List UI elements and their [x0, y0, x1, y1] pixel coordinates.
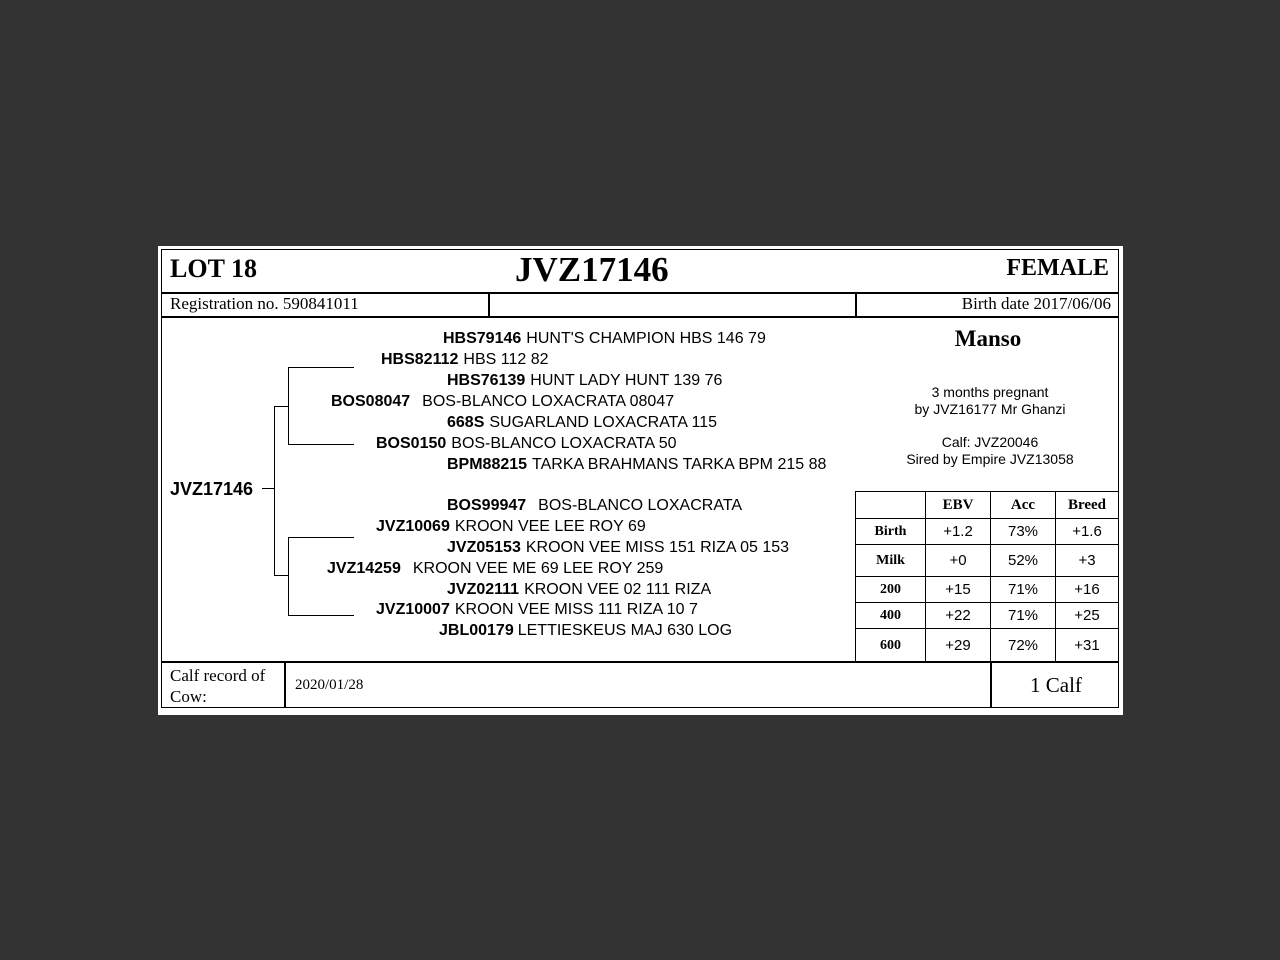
sex-label: FEMALE — [1006, 255, 1109, 281]
ebv-row-200 — [856, 577, 1119, 603]
ebv-value: +1.2 — [926, 519, 991, 545]
dam-connector — [274, 575, 288, 576]
pedigree-dam-dam-sire: JVZ02111 KROON VEE 02 111 RIZA — [447, 581, 712, 598]
pedigree-sire-dam-dam: BPM88215 TARKA BRAHMANS TARKA BPM 215 88 — [447, 456, 827, 473]
ebv-breed-average: +31 — [1056, 629, 1119, 663]
pedigree-sire-sire-sire: HBS79146 HUNT'S CHAMPION HBS 146 79 — [443, 330, 766, 347]
dam-dam-connector — [288, 615, 354, 616]
ebv-header-row — [856, 492, 1119, 519]
ebv-accuracy: 52% — [991, 545, 1056, 577]
pedigree-main-bracket — [274, 406, 275, 576]
ebv-header-ebv: EBV — [926, 492, 991, 519]
pedigree-sire-sire-dam: HBS76139 HUNT LADY HUNT 139 76 — [447, 372, 723, 389]
calf-date-box — [285, 662, 991, 708]
lot-card — [158, 246, 1123, 715]
pedigree-dam-dam: JVZ10007 KROON VEE MISS 111 RIZA 10 7 — [376, 601, 698, 618]
calf-record-date: 2020/01/28 — [295, 677, 364, 693]
ebv-row-label: 400 — [856, 603, 926, 629]
herd-name: Manso — [954, 326, 1022, 351]
ebv-header-breed: Breed — [1056, 492, 1119, 519]
sire-bracket — [288, 367, 289, 445]
ebv-corner-cell — [856, 492, 926, 519]
blank-box — [489, 293, 856, 317]
ebv-breed-average: +25 — [1056, 603, 1119, 629]
pedigree-subject: JVZ17146 — [170, 479, 254, 499]
ebv-row-label: Milk — [856, 545, 926, 577]
dam-bracket — [288, 537, 289, 616]
pregnancy-status: 3 months pregnant — [931, 384, 1049, 400]
pedigree-sire: BOS08047 BOS-BLANCO LOXACRATA 08047 — [331, 393, 675, 410]
pedigree-dam-dam-dam: JBL00179 LETTIESKEUS MAJ 630 LOG — [439, 622, 733, 639]
animal-id: JVZ17146 — [515, 250, 669, 289]
sire-dam-connector — [288, 444, 354, 445]
sire-connector — [274, 406, 288, 407]
pedigree-dam-sire: JVZ10069 KROON VEE LEE ROY 69 — [376, 518, 646, 535]
ebv-header-acc: Acc — [991, 492, 1056, 519]
pedigree-dam-sire-dam: JVZ05153 KROON VEE MISS 151 RIZA 05 153 — [447, 539, 790, 556]
ebv-row-label: 600 — [856, 629, 926, 663]
calf-id: Calf: JVZ20046 — [941, 434, 1039, 450]
dam-sire-connector — [288, 537, 354, 538]
ebv-value: +29 — [926, 629, 991, 663]
registration-number: Registration no. 590841011 — [170, 294, 359, 313]
ebv-row-milk — [856, 545, 1119, 577]
pedigree-dam: JVZ14259 KROON VEE ME 69 LEE ROY 259 — [327, 560, 664, 577]
pedigree-sire-dam: BOS0150 BOS-BLANCO LOXACRATA 50 — [376, 435, 677, 452]
ebv-row-600 — [856, 629, 1119, 663]
calf-sire: Sired by Empire JVZ13058 — [906, 451, 1074, 467]
subject-connector — [262, 488, 274, 489]
ebv-breed-average: +16 — [1056, 577, 1119, 603]
ebv-value: +15 — [926, 577, 991, 603]
ebv-value: +22 — [926, 603, 991, 629]
pedigree-sire-dam-sire: 668S SUGARLAND LOXACRATA 115 — [447, 414, 718, 431]
calf-count: 1 Calf — [1030, 673, 1082, 697]
ebv-row-400 — [856, 603, 1119, 629]
ebv-accuracy: 71% — [991, 603, 1056, 629]
lot-number: LOT 18 — [170, 254, 257, 283]
ebv-breed-average: +1.6 — [1056, 519, 1119, 545]
ebv-value: +0 — [926, 545, 991, 577]
ebv-row-birth — [856, 519, 1119, 545]
birth-date: Birth date 2017/06/06 — [961, 294, 1111, 313]
pregnancy-sire: by JVZ16177 Mr Ghanzi — [914, 401, 1066, 417]
pedigree-dam-sire-sire: BOS99947 BOS-BLANCO LOXACRATA — [447, 497, 743, 514]
sire-sire-connector — [288, 367, 354, 368]
ebv-table — [855, 491, 1119, 663]
ebv-accuracy: 73% — [991, 519, 1056, 545]
ebv-accuracy: 72% — [991, 629, 1056, 663]
ebv-accuracy: 71% — [991, 577, 1056, 603]
ebv-row-label: Birth — [856, 519, 926, 545]
calf-record-label: Calf record of Cow: — [170, 666, 266, 706]
pedigree-sire-sire: HBS82112 HBS 112 82 — [381, 351, 549, 368]
ebv-row-label: 200 — [856, 577, 926, 603]
ebv-breed-average: +3 — [1056, 545, 1119, 577]
